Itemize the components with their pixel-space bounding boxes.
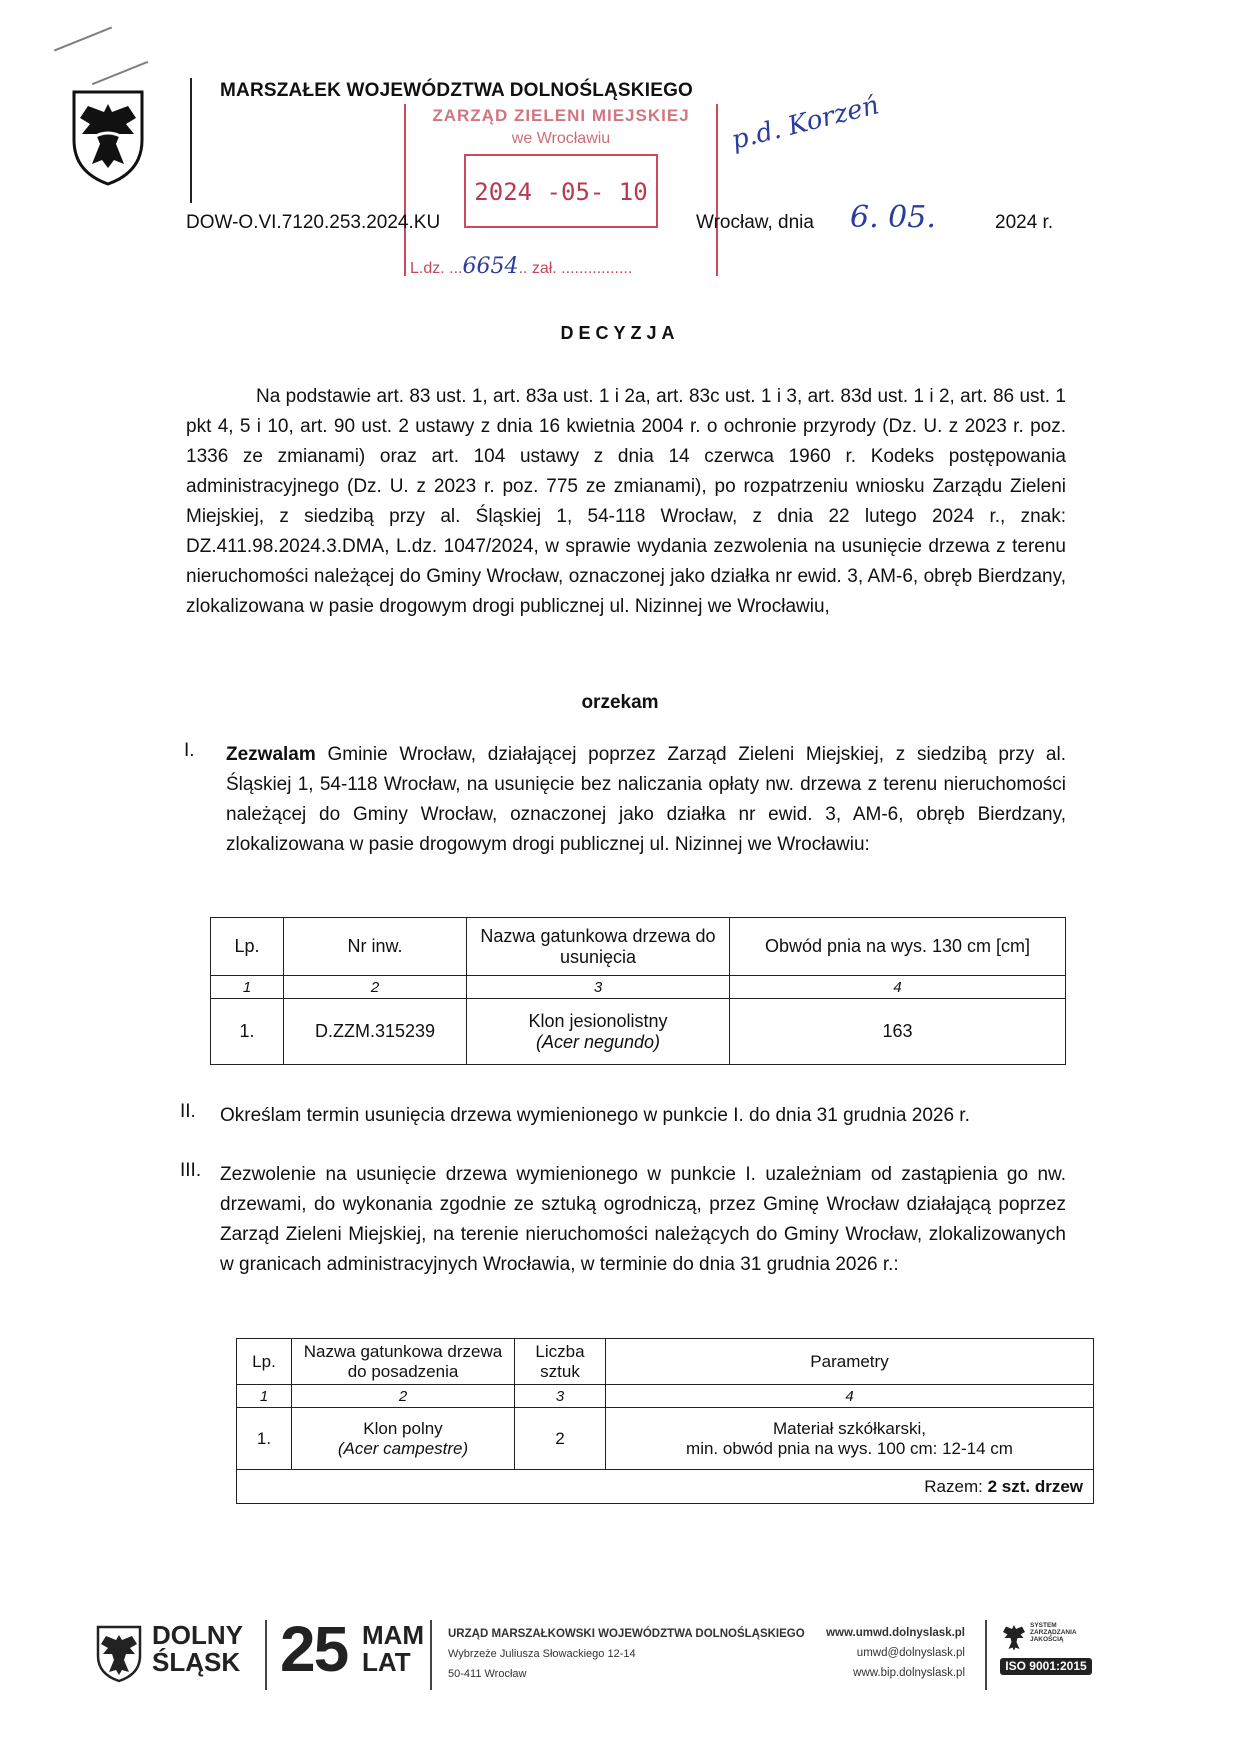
table-header: Nazwa gatunkowa drzewa do usunięcia	[467, 918, 730, 976]
table-index: 2	[292, 1385, 515, 1408]
removal-table	[210, 917, 1066, 1065]
stamp-ldz: L.dz. ...6654.. zał. ................	[410, 254, 633, 279]
row-circumference: 163	[730, 999, 1066, 1065]
footer-brand	[152, 1622, 243, 1676]
table-header: Lp.	[237, 1339, 292, 1385]
coat-of-arms-icon	[70, 88, 146, 188]
table-header: Obwód pnia na wys. 130 cm [cm]	[730, 918, 1066, 976]
quality-eagle-icon	[1002, 1622, 1026, 1652]
office-name: URZĄD MARSZAŁKOWSKI WOJEWÓDZTWA DOLNOŚLĄSKIEGO	[448, 1628, 805, 1640]
table-header: Nr inw.	[284, 918, 467, 976]
table-row	[211, 999, 1066, 1065]
table-header: Parametry	[606, 1339, 1094, 1385]
stamp-org-name: ZARZĄD ZIELENI MIEJSKIEJ	[432, 106, 690, 125]
quality-badge	[1000, 1620, 1092, 1680]
row-species	[292, 1408, 515, 1470]
species-latin: (Acer negundo)	[535, 1031, 661, 1052]
bip-link[interactable]: www.bip.dolnyslask.pl	[853, 1667, 965, 1679]
table-index: 4	[606, 1385, 1094, 1408]
row-lp: 1.	[211, 999, 284, 1065]
stamp-city: we Wrocławiu	[511, 130, 611, 147]
footer-eagle-icon	[95, 1624, 143, 1684]
office-street: Wybrzeże Juliusza Słowackiego 12-14	[448, 1648, 636, 1660]
item-1-body: Gminie Wrocław, działającej poprzez Zarząd Zieleni Miejskiej, z siedzibą przy al. Śląskiej 1, 54-118 Wrocław, na usunięcie bez naliczania opłaty nw. drzewa z terenu nieruchomości należącej do Gminy Wrocław, oznaczonej jako działka nr ewid. 3, AM-6, obręb Bierdzany, zlokalizowana w pasie drogowym drogi publicznej ul. Nizinnej we Wrocławiu:	[226, 744, 1066, 855]
place-date-label: Wrocław, dnia	[696, 212, 814, 233]
footer-anniv-line1: MAM	[362, 1620, 425, 1650]
iso-badge: ISO 9001:2015	[1000, 1658, 1092, 1675]
footer-anniv-line2: LAT	[362, 1647, 411, 1677]
species-latin: (Acer campestre)	[337, 1438, 469, 1458]
footer-anniversary-number: 25	[280, 1613, 348, 1685]
table-header: Nazwa gatunkowa drzewa do posadzenia	[292, 1339, 515, 1385]
footer-divider	[265, 1620, 267, 1690]
stamp-date: 2024 -05- 10	[474, 178, 648, 206]
species-name: Klon jesionolistny	[528, 1010, 668, 1031]
param-line-2: min. obwód pnia na wys. 100 cm: 12-14 cm	[686, 1438, 1013, 1458]
table-header: Lp.	[211, 918, 284, 976]
scan-mark	[92, 61, 148, 85]
office-address	[448, 1624, 805, 1684]
planting-table	[236, 1338, 1094, 1504]
email-link[interactable]: umwd@dolnyslask.pl	[856, 1647, 965, 1659]
handwritten-note: p.d. Korzeń	[728, 90, 883, 156]
item-2-number: II.	[180, 1101, 196, 1122]
table-index: 3	[467, 976, 730, 999]
stamp-ldz-number: 6654	[462, 254, 519, 279]
species-name: Klon polny	[363, 1418, 443, 1438]
item-3-text: Zezwolenie na usunięcie drzewa wymienionego w punkcie I. uzależniam od zastąpienia go nw. drzewami, do wykonania zgodnie ze sztuką ogrodniczą, przez Gminę Wrocław działającą poprzez Zarząd Zieleni Miejskiej, na terenie nieruchomości należących do Gminy Wrocław, zlokalizowanych w granicach administracyjnych Wrocławia, w terminie do dnia 31 grudnia 2026 r.:	[220, 1164, 1066, 1275]
row-species	[467, 999, 730, 1065]
office-city: 50-411 Wrocław	[448, 1668, 527, 1680]
stamp-ldz-label: L.dz.	[410, 260, 445, 277]
table-index: 1	[211, 976, 284, 999]
table-row	[237, 1408, 1094, 1470]
decision-title: DECYZJA	[560, 323, 680, 343]
row-count: 2	[515, 1408, 606, 1470]
footer-divider	[985, 1620, 987, 1690]
item-1-number: I.	[184, 740, 195, 761]
stamp-zal-label: zał. ................	[531, 260, 633, 277]
quality-label: SYSTEM ZARZĄDZANIA JAKOŚCIĄ	[1030, 1622, 1077, 1643]
total-label: Razem:	[924, 1476, 988, 1496]
intro-paragraph: Na podstawie art. 83 ust. 1, art. 83a ust. 1 i 2a, art. 83c ust. 1 i 3, art. 83d ust. 1 i 2, art. 86 ust. 1 pkt 4, 5 i 10, art. 90 ust. 2 ustawy z dnia 16 kwietnia 2004 r. o ochronie przyrody (Dz. U. z 2023 r. poz. 1336 ze zmianami) oraz art. 104 ustawy z dnia 14 czerwca 1960 r. Kodeks postępowania administracyjnego (Dz. U. z 2023 r. poz. 775 ze zmianami), po rozpatrzeniu wniosku Zarządu Zieleni Miejskiej, z siedzibą przy al. Śląskiej 1, 54-118 Wrocław, z dnia 22 lutego 2024 r., znak: DZ.411.98.2024.3.DMA, L.dz. 1047/2024, w sprawie wydania zezwolenia na usunięcie drzewa z terenu nieruchomości należącej do Gminy Wrocław, oznaczonej jako działka nr ewid. 3, AM-6, obręb Bierdzany, zlokalizowana w pasie drogowym drogi publicznej ul. Nizinnej we Wrocławiu,	[186, 386, 1066, 617]
footer-brand-line1: DOLNY	[152, 1620, 243, 1650]
table-index: 3	[515, 1385, 606, 1408]
reference-number: DOW-O.VI.7120.253.2024.KU	[186, 212, 441, 233]
row-lp: 1.	[237, 1408, 292, 1470]
received-stamp	[404, 104, 718, 279]
table-index: 4	[730, 976, 1066, 999]
office-title: MARSZAŁEK WOJEWÓDZTWA DOLNOŚLĄSKIEGO	[220, 80, 694, 101]
handwritten-date: 6. 05.	[850, 200, 936, 235]
total-value: 2 szt. drzew	[987, 1476, 1083, 1496]
param-line-1: Materiał szkółkarski,	[772, 1418, 927, 1438]
item-3-number: III.	[180, 1160, 202, 1181]
footer-anniversary-text	[362, 1622, 424, 1676]
header-divider	[190, 78, 192, 203]
item-1-text	[226, 740, 1066, 860]
table-header: Liczba sztuk	[515, 1339, 606, 1385]
website-link[interactable]: www.umwd.dolnyslask.pl	[826, 1627, 965, 1639]
item-1-lead: Zezwalam	[226, 744, 316, 765]
stamp-date-box	[464, 154, 658, 228]
row-inventory: D.ZZM.315239	[284, 999, 467, 1065]
footer-divider	[430, 1620, 432, 1690]
table-index: 2	[284, 976, 467, 999]
row-parameters	[606, 1408, 1094, 1470]
item-2-text: Określam termin usunięcia drzewa wymienionego w punkcie I. do dnia 31 grudnia 2026 r.	[220, 1105, 970, 1126]
ruling-heading: orzekam	[581, 692, 659, 713]
contact-block	[820, 1623, 965, 1683]
footer-brand-line2: ŚLĄSK	[152, 1647, 241, 1677]
table-index: 1	[237, 1385, 292, 1408]
scan-mark	[54, 26, 112, 51]
total-row	[237, 1470, 1094, 1504]
year-suffix: 2024 r.	[995, 212, 1054, 233]
